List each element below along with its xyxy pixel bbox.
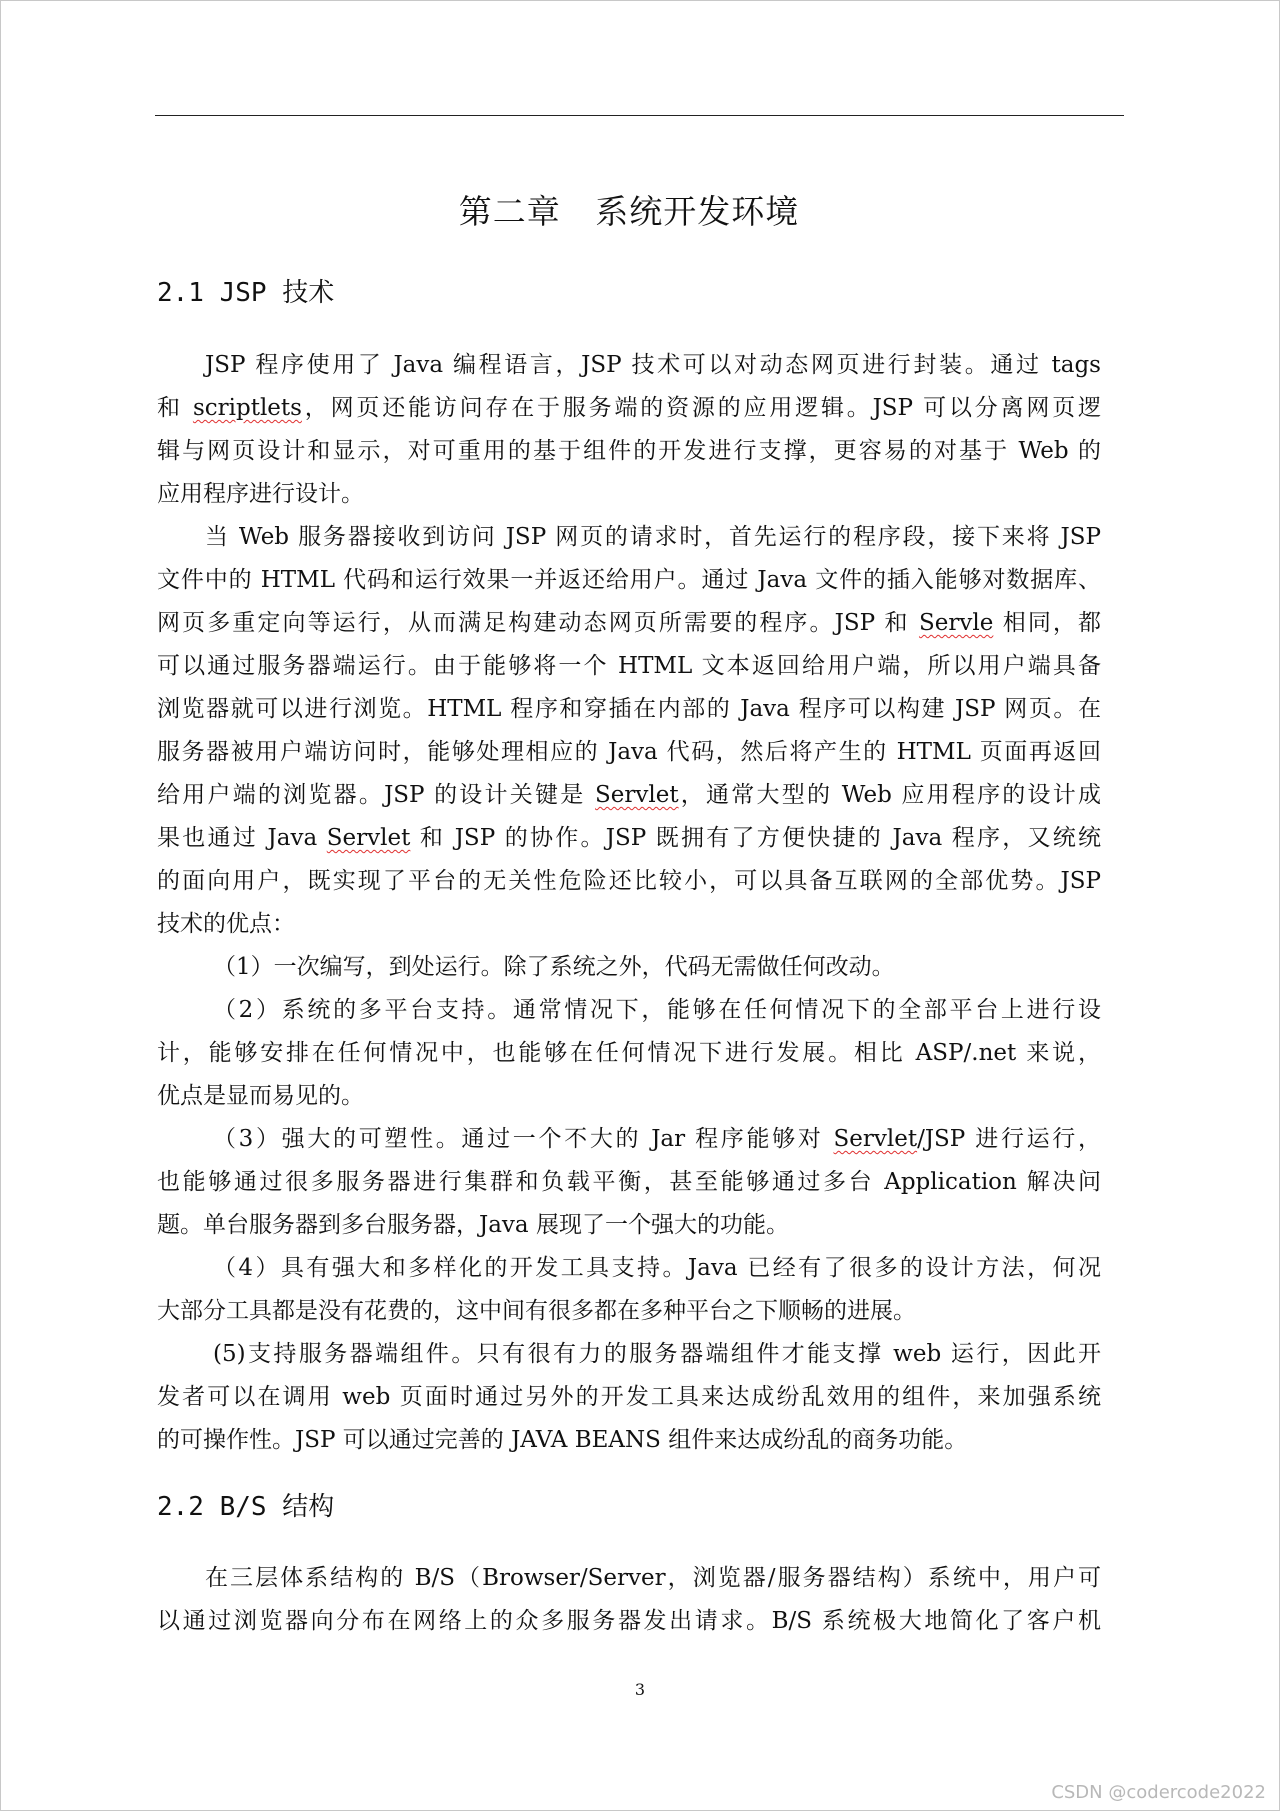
text-line bbox=[157, 473, 1101, 516]
section-body-2-2 bbox=[157, 1557, 1101, 1643]
text-line bbox=[157, 774, 1101, 817]
text-line bbox=[157, 946, 1101, 989]
text-segment: 优点是显而易见的。 bbox=[157, 1083, 364, 1109]
text-line bbox=[157, 602, 1101, 645]
paragraph bbox=[157, 946, 1101, 989]
text-line bbox=[157, 1333, 1101, 1376]
spellcheck-flagged-word: Servlet bbox=[595, 782, 679, 808]
text-segment: ，网页还能访问存在于服务端的资源的应用逻辑。JSP 可以分离网页逻 bbox=[301, 395, 1102, 421]
text-segment: 服务器被用户端访问时，能够处理相应的 Java 代码，然后将产生的 HTML 页面再返回 bbox=[157, 739, 1101, 765]
text-segment: 技术的优点： bbox=[157, 911, 295, 937]
text-segment: /JSP 进行运行， bbox=[917, 1126, 1101, 1152]
text-segment: （1）一次编写，到处运行。除了系统之外，代码无需做任何改动。 bbox=[213, 954, 895, 980]
text-segment: 计，能够安排在任何情况中，也能够在任何情况下进行发展。相比 ASP/.net 来说， bbox=[157, 1040, 1101, 1066]
text-segment: 在三层体系结构的 B/S（Browser/Server，浏览器/服务器结构）系统中，用户可 bbox=[205, 1565, 1101, 1591]
text-segment: 的可操作性。JSP 可以通过完善的 JAVA BEANS 组件来达成纷乱的商务功能。 bbox=[157, 1427, 968, 1453]
text-segment: 也能够通过很多服务器进行集群和负载平衡，甚至能够通过多台 Application 解决问 bbox=[157, 1169, 1101, 1195]
text-segment: 文件中的 HTML 代码和运行效果一并返还给用户。通过 Java 文件的插入能够对数据库、 bbox=[157, 567, 1101, 593]
text-segment: （2）系统的多平台支持。通常情况下，能够在任何情况下的全部平台上进行设 bbox=[213, 997, 1101, 1023]
text-line bbox=[157, 1290, 1101, 1333]
text-line bbox=[157, 1247, 1101, 1290]
section-heading-2-2: 2.2 B/S 结构 bbox=[157, 1492, 335, 1522]
text-line bbox=[157, 817, 1101, 860]
text-line bbox=[157, 903, 1101, 946]
text-segment: 的面向用户，既实现了平台的无关性危险还比较小，可以具备互联网的全部优势。JSP bbox=[157, 868, 1101, 894]
text-segment: 浏览器就可以进行浏览。HTML 程序和穿插在内部的 Java 程序可以构建 JSP 网页。在 bbox=[157, 696, 1101, 722]
text-line bbox=[157, 1075, 1101, 1118]
text-line bbox=[157, 1376, 1101, 1419]
text-line bbox=[157, 1161, 1101, 1204]
text-segment: 网页多重定向等运行，从而满足构建动态网页所需要的程序。JSP 和 bbox=[157, 610, 919, 636]
text-segment: 以通过浏览器向分布在网络上的众多服务器发出请求。B/S 系统极大地简化了客户机 bbox=[157, 1608, 1101, 1634]
text-segment: 果也通过 Java bbox=[157, 825, 327, 851]
text-line bbox=[157, 860, 1101, 903]
text-line bbox=[157, 344, 1101, 387]
text-segment: 给用户端的浏览器。JSP 的设计关键是 bbox=[157, 782, 595, 808]
text-line bbox=[157, 645, 1101, 688]
text-segment: 和 JSP 的协作。JSP 既拥有了方便快捷的 Java 程序，又统统 bbox=[410, 825, 1101, 851]
text-line bbox=[157, 1419, 1101, 1462]
paragraph bbox=[157, 516, 1101, 946]
paragraph bbox=[157, 1118, 1101, 1247]
text-segment: 和 bbox=[157, 395, 193, 421]
text-segment: 发者可以在调用 web 页面时通过另外的开发工具来达成纷乱效用的组件，来加强系统 bbox=[157, 1384, 1101, 1410]
paragraph bbox=[157, 1247, 1101, 1333]
section-body-2-1 bbox=[157, 344, 1101, 1462]
text-line bbox=[157, 1118, 1101, 1161]
paragraph bbox=[157, 1333, 1101, 1462]
text-line bbox=[157, 1600, 1101, 1643]
text-line bbox=[157, 989, 1101, 1032]
text-segment: JSP 程序使用了 Java 编程语言，JSP 技术可以对动态网页进行封装。通过 tags bbox=[205, 352, 1101, 378]
spellcheck-flagged-word: Servlet bbox=[833, 1126, 918, 1152]
section-heading-2-1: 2.1 JSP 技术 bbox=[157, 278, 335, 308]
text-segment: 题。单台服务器到多台服务器，Java 展现了一个强大的功能。 bbox=[157, 1212, 789, 1238]
text-segment: (5)支持服务器端组件。只有很有力的服务器端组件才能支撑 web 运行，因此开 bbox=[213, 1341, 1101, 1367]
paragraph bbox=[157, 989, 1101, 1118]
spellcheck-flagged-word: Servle bbox=[918, 610, 994, 636]
text-line bbox=[157, 430, 1101, 473]
text-line bbox=[157, 559, 1101, 602]
text-line bbox=[157, 1204, 1101, 1247]
text-segment: 应用程序进行设计。 bbox=[157, 481, 364, 507]
text-segment: 大部分工具都是没有花费的，这中间有很多都在多种平台之下顺畅的进展。 bbox=[157, 1298, 916, 1324]
text-line bbox=[157, 516, 1101, 559]
text-line bbox=[157, 387, 1101, 430]
text-line bbox=[157, 1032, 1101, 1075]
text-segment: 辑与网页设计和显示，对可重用的基于组件的开发进行支撑，更容易的对基于 Web 的 bbox=[157, 438, 1101, 464]
text-segment: 相同，都 bbox=[993, 610, 1102, 636]
text-segment: 当 Web 服务器接收到访问 JSP 网页的请求时，首先运行的程序段，接下来将 JSP bbox=[205, 524, 1101, 550]
spellcheck-flagged-word: Servlet bbox=[326, 825, 411, 851]
chapter-title: 第二章 系统开发环境 bbox=[458, 192, 800, 231]
text-segment: ，通常大型的 Web 应用程序的设计成 bbox=[678, 782, 1101, 808]
text-segment: （4）具有强大和多样化的开发工具支持。Java 已经有了很多的设计方法，何况 bbox=[213, 1255, 1101, 1281]
text-line bbox=[157, 731, 1101, 774]
paragraph bbox=[157, 1557, 1101, 1643]
text-segment: （3）强大的可塑性。通过一个不大的 Jar 程序能够对 bbox=[213, 1126, 834, 1152]
header-rule bbox=[155, 115, 1124, 116]
paragraph bbox=[157, 344, 1101, 516]
text-line bbox=[157, 688, 1101, 731]
text-segment: 可以通过服务器端运行。由于能够将一个 HTML 文本返回给用户端，所以用户端具备 bbox=[157, 653, 1101, 679]
page-number: 3 bbox=[634, 1680, 646, 1699]
watermark: CSDN @codercode2022 bbox=[1051, 1782, 1266, 1803]
spellcheck-flagged-word: scriptlets bbox=[192, 395, 302, 421]
text-line bbox=[157, 1557, 1101, 1600]
